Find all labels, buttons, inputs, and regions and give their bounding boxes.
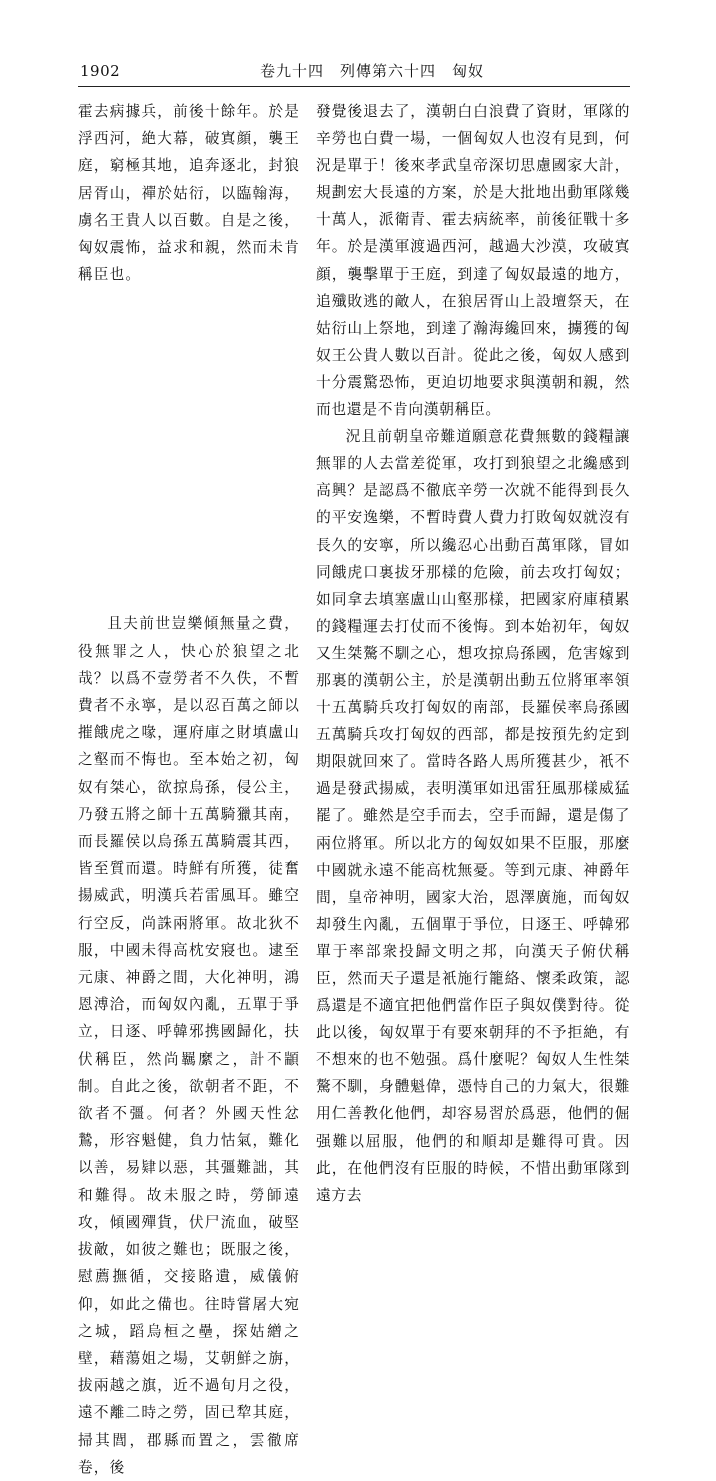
classical-paragraph-2: 且夫前世豈樂傾無量之費，役無罪之人，快心於狼望之北哉？以爲不壹勞者不久佚，不暫費者不永寧，是以忍百萬之師以摧餓虎之喙，運府庫之財填盧山之壑而不悔也。至本始之初，匈奴有桀心，欲掠烏孫，侵公主，乃發五將之師十五萬騎獵其南，而長羅侯以烏孫五萬騎震其西，皆至質而還。時鮮有所獲，徒奮揚威武，明漢兵若雷風耳。雖空行空反，尚誅兩將軍。故北狄不服，中國未得高枕安寢也。逮至元康、神爵之間，大化神明，鴻恩溥洽，而匈奴內亂，五單于爭立，日逐、呼韓邪携國歸化，扶伏稱臣，然尚羈縻之，計不顓制。自此之後，欲朝者不距，不欲者不彊。何者？外國天性忿鷙，形容魁健，負力怙氣，難化以善，易肄以惡，其彊難詘，其和難得。故未服之時，勞師遠攻，傾國殫貨，伏尸流血，破堅拔敵，如彼之難也；既服之後，慰薦撫循，交接賂遺，威儀俯仰，如此之備也。往時嘗屠大宛之城，蹈烏桓之壘，探姑繒之壁，藉蕩姐之場，艾朝鮮之旃，拔兩越之旗，近不過旬月之役，遠不離二時之勞，固已犂其庭，掃其閭，郡縣而置之，雲徹席卷，後 xyxy=(78,615,300,1476)
running-head: 卷九十四 列傳第六十四 匈奴 xyxy=(260,62,485,80)
page-header xyxy=(0,0,716,92)
header-rule xyxy=(78,86,630,87)
classical-text-column xyxy=(78,98,300,1481)
classical-paragraph-1: 霍去病據兵，前後十餘年。於是浮西河，絶大幕，破寘顔，襲王庭，窮極其地，追奔逐北，封狼居胥山，禪於姑衍，以臨翰海，虜名王貴人以百數。自是之後，匈奴震怖，益求和親，然而未肯稱臣也。 xyxy=(78,103,300,284)
page-number: 1902 xyxy=(80,62,121,80)
column-gap xyxy=(78,288,300,610)
translation-text-column xyxy=(316,98,630,1209)
translation-paragraph-2: 況且前朝皇帝難道願意花費無數的錢糧讓無罪的人去當差從軍，攻打到狼望之北纔感到高興？是認爲不徹底辛勞一次就不能得到長久的平安逸樂，不暫時費人費力打敗匈奴就沒有長久的安寧，所以纔忍心出動百萬軍隊，冒如同餓虎口裏拔牙那樣的危險，前去攻打匈奴；如同拿去填塞盧山山壑那樣，把國家府庫積累的錢糧運去打仗而不後悔。到本始初年，匈奴又生桀驁不馴之心，想攻掠烏孫國，危害嫁到那裏的漢朝公主，於是漢朝出動五位將軍率領十五萬騎兵攻打匈奴的南部，長羅侯率烏孫國五萬騎兵攻打匈奴的西部，都是按預先約定到期限就回來了。當時各路人馬所獲甚少，衹不過是發武揚威，表明漢軍如迅雷狂風那樣威猛罷了。雖然是空手而去，空手而歸，還是傷了兩位將軍。所以北方的匈奴如果不臣服，那麼中國就永遠不能高枕無憂。等到元康、神爵年間，皇帝神明，國家大治，恩澤廣施，而匈奴却發生內亂，五個單于爭位，日逐王、呼韓邪單于率部衆投歸文明之邦，向漢天子俯伏稱臣，然而天子還是衹施行籠絡、懷柔政策，認爲還是不適宜把他們當作臣子與奴僕對待。從此以後，匈奴單于有要來朝拜的不予拒絶，有不想來的也不勉强。爲什麼呢？匈奴人生性桀驁不馴，身體魁偉，憑恃自己的力氣大，很難用仁善教化他們，却容易習於爲惡，他們的倔强難以屈服，他們的和順却是難得可貴。因此，在他們沒有臣服的時候，不惜出動軍隊到遠方去 xyxy=(316,428,630,1204)
translation-paragraph-1: 發覺後退去了，漢朝白白浪費了資財，軍隊的辛勞也白費一場，一個匈奴人也沒有見到，何況是單于！後來孝武皇帝深切思慮國家大計，規劃宏大長遠的方案，於是大批地出動軍隊幾十萬人，派衛青、霍去病統率，前後征戰十多年。於是漢軍渡過西河，越過大沙漠，攻破寘顔，襲擊單于王庭，到達了匈奴最遠的地方，追殲敗逃的敵人，在狼居胥山上設壇祭天，在姑衍山上祭地，到達了瀚海纔回來，擄獲的匈奴王公貴人數以百計。從此之後，匈奴人感到十分震驚恐怖，更迫切地要求與漢朝和親，然而也還是不肯向漢朝稱臣。 xyxy=(316,103,630,419)
